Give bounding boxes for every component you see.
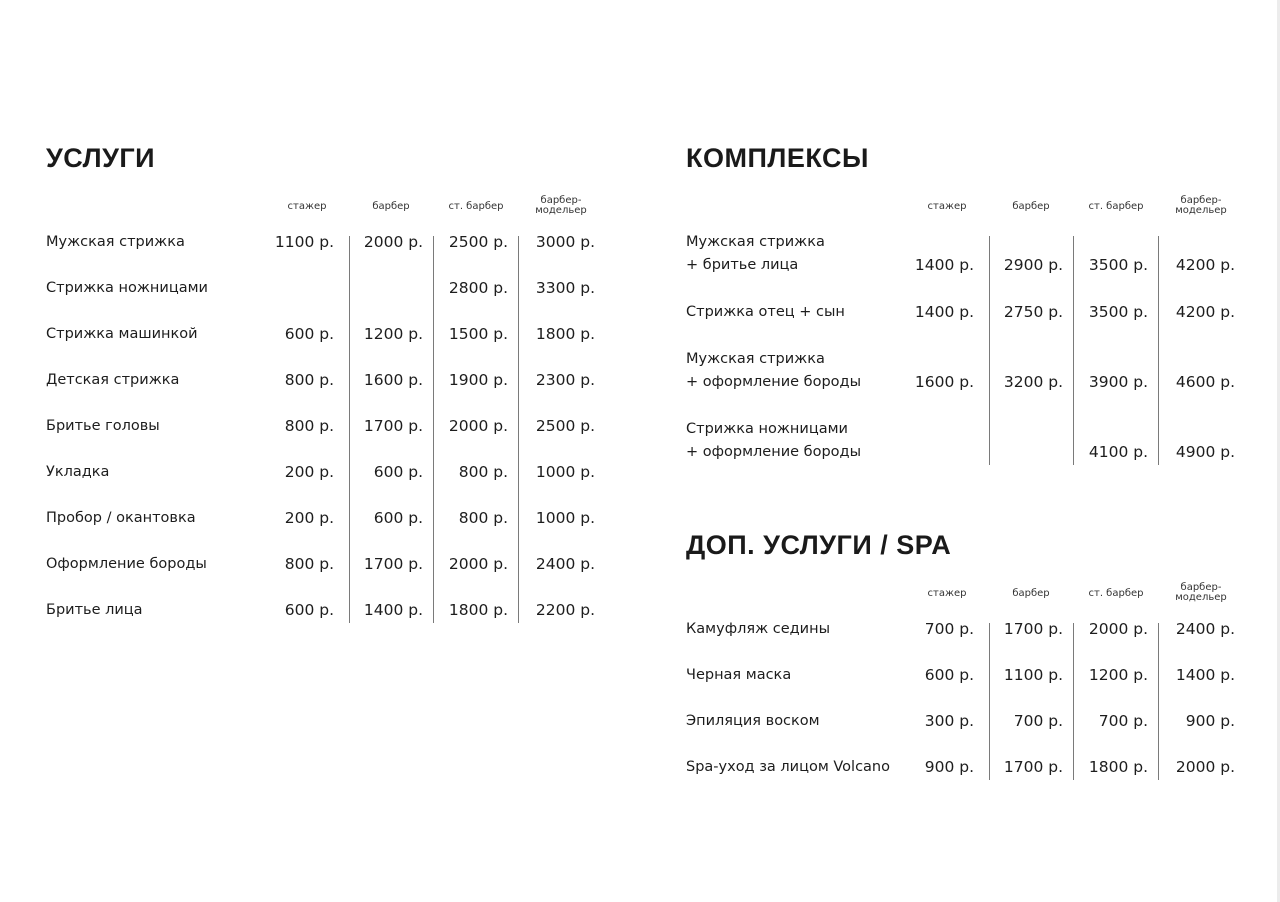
price-ст-барбер: 2800 р.	[448, 279, 508, 297]
service-name: Стрижка отец + сын	[686, 304, 845, 320]
price-барбер-модельер: 4900 р.	[1175, 443, 1235, 461]
price-барбер: 600 р.	[373, 509, 423, 527]
price-барбер: 1700 р.	[363, 417, 423, 435]
price-барбер: 2000 р.	[363, 233, 423, 251]
service-name: Детская стрижка	[46, 372, 180, 388]
col-header-line: модельер	[1175, 592, 1227, 603]
price-ст-барбер: 2000 р.	[448, 555, 508, 573]
price-стажер: 200 р.	[284, 509, 334, 527]
price-барбер: 2750 р.	[1003, 303, 1063, 321]
service-name: Оформление бороды	[46, 556, 207, 572]
col-header-4	[1161, 196, 1241, 216]
column-divider	[1073, 236, 1074, 465]
price-барбер-модельер: 2400 р.	[535, 555, 595, 573]
service-name: Укладка	[46, 464, 110, 480]
col-header-line: ст. барбер	[1088, 201, 1144, 212]
price-стажер: 600 р.	[924, 666, 974, 684]
service-name: Spa-уход за лицом Volcano	[686, 759, 890, 775]
price-стажер: 600 р.	[284, 325, 334, 343]
col-header-line: стажер	[927, 201, 967, 212]
col-header-3	[1076, 589, 1156, 599]
column-divider	[518, 236, 519, 623]
price-барбер: 1200 р.	[363, 325, 423, 343]
price-ст-барбер: 1900 р.	[448, 371, 508, 389]
price-барбер: 700 р.	[1013, 712, 1063, 730]
service-name: Мужская стрижка	[686, 234, 825, 250]
price-стажер: 1400 р.	[914, 303, 974, 321]
column-divider	[1073, 623, 1074, 780]
price-барбер-модельер: 1800 р.	[535, 325, 595, 343]
price-барбер-модельер: 4600 р.	[1175, 373, 1235, 391]
price-ст-барбер: 3900 р.	[1088, 373, 1148, 391]
price-ст-барбер: 2000 р.	[448, 417, 508, 435]
price-барбер: 1700 р.	[1003, 620, 1063, 638]
price-ст-барбер: 4100 р.	[1088, 443, 1148, 461]
col-header-line: барбер-	[1180, 195, 1222, 206]
price-барбер-модельер: 1000 р.	[535, 509, 595, 527]
service-name: Стрижка машинкой	[46, 326, 198, 342]
price-ст-барбер: 2500 р.	[448, 233, 508, 251]
col-header-line: барбер	[1012, 201, 1050, 212]
price-ст-барбер: 1500 р.	[448, 325, 508, 343]
complexes-title: КОМПЛЕКСЫ	[686, 143, 869, 173]
service-name: Камуфляж седины	[686, 621, 831, 637]
column-divider	[989, 623, 990, 780]
price-барбер: 1400 р.	[363, 601, 423, 619]
price-ст-барбер: 1800 р.	[1088, 758, 1148, 776]
column-divider	[1158, 236, 1159, 465]
price-барбер-модельер: 2500 р.	[535, 417, 595, 435]
col-header-1	[907, 589, 987, 599]
service-name: Эпиляция воском	[686, 713, 820, 729]
service-name: + бритье лица	[686, 257, 799, 273]
col-header-line: модельер	[1175, 205, 1227, 216]
col-header-2	[991, 589, 1071, 599]
service-name: Мужская стрижка	[46, 234, 185, 250]
service-name: + оформление бороды	[686, 444, 862, 460]
price-ст-барбер: 700 р.	[1098, 712, 1148, 730]
col-header-3	[1076, 202, 1156, 212]
service-name: Стрижка ножницами	[686, 421, 848, 437]
price-барбер: 1700 р.	[363, 555, 423, 573]
price-барбер-модельер: 4200 р.	[1175, 256, 1235, 274]
price-барбер: 2900 р.	[1003, 256, 1063, 274]
price-барбер: 1100 р.	[1003, 666, 1063, 684]
price-ст-барбер: 1200 р.	[1088, 666, 1148, 684]
service-name: Пробор / окантовка	[46, 510, 196, 526]
spa-title: ДОП. УСЛУГИ / SPA	[686, 530, 952, 560]
col-header-line: модельер	[535, 205, 587, 216]
price-стажер: 800 р.	[284, 371, 334, 389]
price-барбер-модельер: 3300 р.	[535, 279, 595, 297]
price-барбер: 1700 р.	[1003, 758, 1063, 776]
price-стажер: 200 р.	[284, 463, 334, 481]
col-header-line: ст. барбер	[448, 201, 504, 212]
service-name: Стрижка ножницами	[46, 280, 208, 296]
col-header-line: барбер	[372, 201, 410, 212]
price-барбер: 3200 р.	[1003, 373, 1063, 391]
col-header-line: барбер	[1012, 588, 1050, 599]
price-стажер: 1100 р.	[274, 233, 334, 251]
price-стажер: 1600 р.	[914, 373, 974, 391]
price-ст-барбер: 1800 р.	[448, 601, 508, 619]
price-стажер: 300 р.	[924, 712, 974, 730]
price-стажер: 1400 р.	[914, 256, 974, 274]
price-стажер: 600 р.	[284, 601, 334, 619]
services-title: УСЛУГИ	[46, 143, 156, 173]
price-барбер-модельер: 2000 р.	[1175, 758, 1235, 776]
col-header-line: барбер-	[1180, 582, 1222, 593]
column-divider	[433, 236, 434, 623]
service-name: + оформление бороды	[686, 374, 862, 390]
price-стажер: 800 р.	[284, 417, 334, 435]
price-барбер-модельер: 2200 р.	[535, 601, 595, 619]
service-name: Черная маска	[686, 667, 792, 683]
col-header-1	[267, 202, 347, 212]
price-барбер-модельер: 2300 р.	[535, 371, 595, 389]
col-header-3	[436, 202, 516, 212]
service-name: Бритье лица	[46, 602, 143, 618]
price-барбер-модельер: 1000 р.	[535, 463, 595, 481]
spa-section	[686, 530, 1246, 800]
col-header-line: барбер-	[540, 195, 582, 206]
col-header-line: стажер	[287, 201, 327, 212]
price-ст-барбер: 2000 р.	[1088, 620, 1148, 638]
col-header-4	[1161, 583, 1241, 603]
price-стажер: 800 р.	[284, 555, 334, 573]
price-ст-барбер: 800 р.	[458, 463, 508, 481]
col-header-line: стажер	[927, 588, 967, 599]
service-name: Бритье головы	[46, 418, 160, 434]
price-ст-барбер: 3500 р.	[1088, 303, 1148, 321]
col-header-line: ст. барбер	[1088, 588, 1144, 599]
price-барбер-модельер: 2400 р.	[1175, 620, 1235, 638]
service-name: Мужская стрижка	[686, 351, 825, 367]
price-барбер: 600 р.	[373, 463, 423, 481]
column-divider	[1158, 623, 1159, 780]
col-header-4	[521, 196, 601, 216]
price-ст-барбер: 800 р.	[458, 509, 508, 527]
col-header-2	[991, 202, 1071, 212]
price-стажер: 700 р.	[924, 620, 974, 638]
services-section	[46, 143, 606, 643]
price-стажер: 900 р.	[924, 758, 974, 776]
price-ст-барбер: 3500 р.	[1088, 256, 1148, 274]
complexes-section	[686, 143, 1246, 483]
column-divider	[349, 236, 350, 623]
col-header-2	[351, 202, 431, 212]
price-барбер-модельер: 900 р.	[1185, 712, 1235, 730]
price-барбер-модельер: 1400 р.	[1175, 666, 1235, 684]
column-divider	[989, 236, 990, 465]
price-барбер-модельер: 3000 р.	[535, 233, 595, 251]
col-header-1	[907, 202, 987, 212]
price-барбер-модельер: 4200 р.	[1175, 303, 1235, 321]
price-барбер: 1600 р.	[363, 371, 423, 389]
